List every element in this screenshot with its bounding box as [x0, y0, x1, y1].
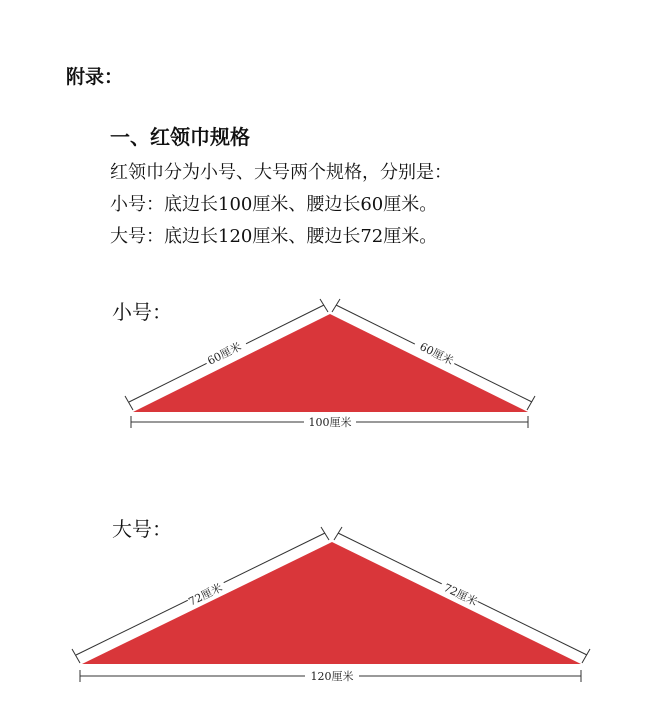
small-base-label: 100厘米 — [308, 416, 352, 429]
large-left-dim-tick — [72, 649, 80, 663]
small-right-side-label: 60厘米 — [417, 340, 456, 368]
small-left-side-label: 60厘米 — [205, 340, 244, 368]
appendix-heading: 附录： — [66, 66, 124, 88]
large-scarf-triangle — [82, 542, 581, 664]
large-top-dim-tick-left — [321, 527, 329, 540]
large-right-dim-tick — [582, 649, 590, 663]
large-scarf-diagram — [72, 527, 590, 683]
small-top-dim-tick-left — [320, 299, 328, 312]
small-scarf-triangle — [133, 314, 528, 412]
small-size-label: 小号： — [112, 300, 172, 324]
large-base-label: 120厘米 — [310, 670, 354, 683]
small-scarf-diagram — [125, 299, 535, 429]
large-spec-text: 大号：底边长120厘米、腰边长72厘米。 — [110, 226, 438, 247]
large-right-side-label: 72厘米 — [441, 581, 480, 609]
section-title: 一、红领巾规格 — [110, 125, 250, 149]
small-left-dim-tick — [125, 396, 133, 410]
large-size-label: 大号： — [112, 517, 172, 541]
small-right-dim-tick — [527, 396, 535, 410]
small-spec-text: 小号：底边长100厘米、腰边长60厘米。 — [110, 194, 438, 215]
small-top-dim-tick-right — [332, 299, 340, 312]
large-top-dim-tick-right — [334, 527, 342, 540]
large-left-side-label: 72厘米 — [186, 581, 225, 609]
intro-text: 红领巾分为小号、大号两个规格，分别是： — [110, 162, 452, 183]
